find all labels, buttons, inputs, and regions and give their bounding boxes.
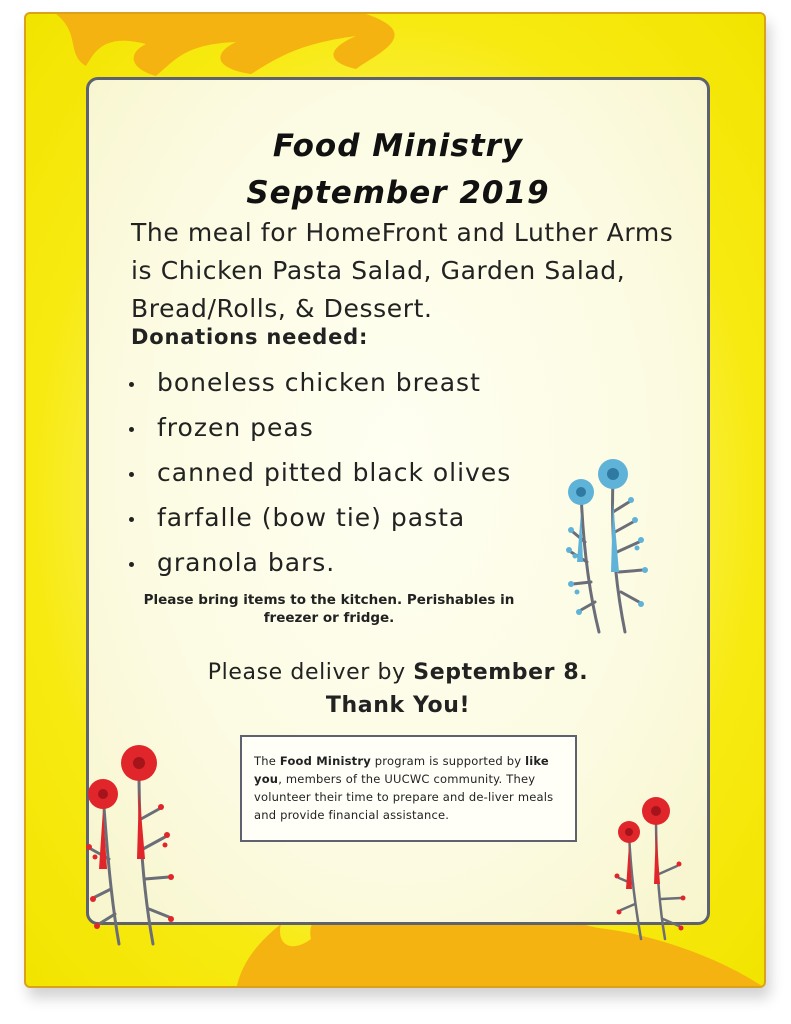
info-program-name: Food Ministry bbox=[279, 754, 371, 768]
orange-flame-top-left bbox=[56, 14, 395, 76]
deliver-date: September 8. bbox=[413, 660, 589, 685]
list-item bbox=[125, 540, 511, 585]
flyer-background bbox=[24, 12, 766, 988]
thank-you: Thank You! bbox=[325, 693, 471, 718]
bullet-icon bbox=[129, 472, 134, 477]
info-box bbox=[240, 735, 577, 842]
info-text-3: , members of the UUCWC community. They volunteer their time to prepare and de-liver meals and provide financial assistance. bbox=[254, 772, 554, 822]
list-item-label: granola bars. bbox=[157, 548, 336, 577]
bullet-icon bbox=[129, 562, 134, 567]
red-flower-head-left bbox=[88, 779, 118, 809]
list-item bbox=[125, 495, 511, 540]
blue-flower-head-left bbox=[568, 479, 594, 505]
blue-flower-head-right bbox=[598, 459, 628, 489]
bullet-icon bbox=[129, 427, 134, 432]
info-like-you: like you bbox=[254, 754, 549, 786]
kitchen-note: Please bring items to the kitchen. Perishables in freezer or fridge. bbox=[143, 592, 515, 626]
red-flowers-left-illustration bbox=[81, 739, 191, 949]
title-line-1: Food Ministry bbox=[272, 128, 524, 164]
red-flowers-right-illustration bbox=[611, 794, 701, 944]
red-flower-head-right bbox=[121, 745, 157, 781]
bullet-icon bbox=[129, 517, 134, 522]
info-text-1: The bbox=[254, 754, 280, 768]
info-text-2: program is supported by bbox=[370, 754, 526, 768]
list-item-label: boneless chicken breast bbox=[157, 368, 481, 397]
donation-list bbox=[125, 360, 511, 585]
meal-description: The meal for HomeFront and Luther Arms is Chicken Pasta Salad, Garden Salad, Bread/Rolls, & Dessert. bbox=[131, 218, 674, 323]
title-line-2: September 2019 bbox=[246, 175, 550, 211]
bullet-icon bbox=[129, 382, 134, 387]
list-item-label: frozen peas bbox=[157, 413, 314, 442]
deliver-prefix: Please deliver by bbox=[207, 660, 406, 685]
list-item bbox=[125, 450, 511, 495]
list-item-label: farfalle (bow tie) pasta bbox=[157, 503, 466, 532]
deliver-by-line bbox=[89, 660, 707, 685]
list-item-label: canned pitted black olives bbox=[157, 458, 512, 487]
donations-heading: Donations needed: bbox=[131, 325, 369, 349]
list-item bbox=[125, 405, 511, 450]
blue-flowers-illustration bbox=[551, 452, 656, 637]
red-flower-head-small bbox=[618, 821, 640, 843]
red-flower-head-large bbox=[642, 797, 670, 825]
list-item bbox=[125, 360, 511, 405]
